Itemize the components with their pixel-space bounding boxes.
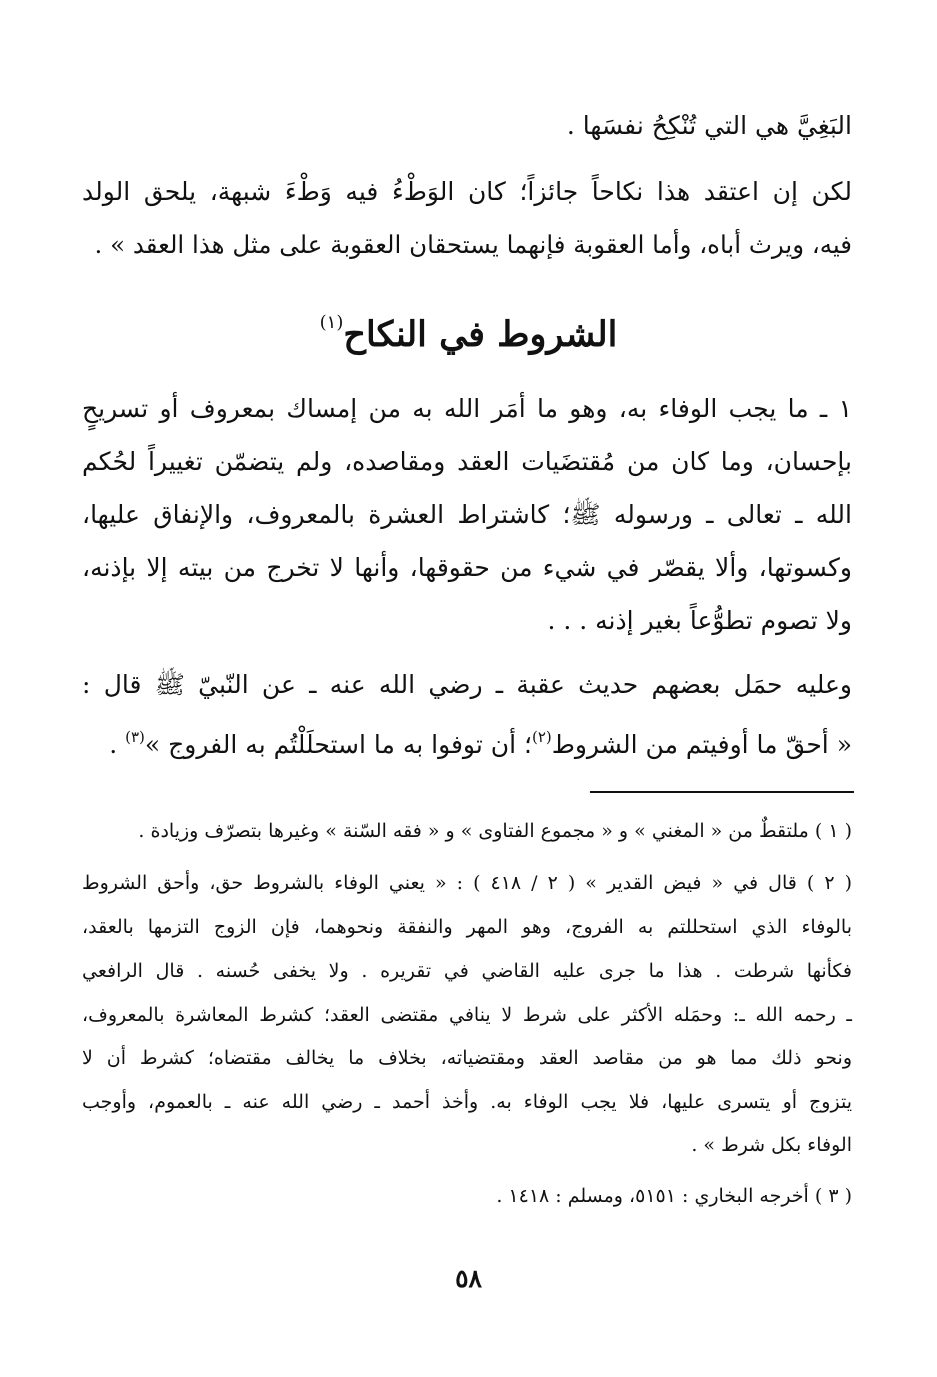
footnote-2-line-6: يتزوج أو يتسرى عليها، فلا يجب الوفاء به. وأخذ أحمد ـ رضي الله عنه ـ بالعموم، وأوجب xyxy=(82,1091,852,1113)
item-1-line-5: ولا تصوم تطوُّعاً بغير إذنه . . . xyxy=(547,606,852,635)
heading-footnote-ref: (١) xyxy=(319,312,344,333)
footnote-separator xyxy=(590,791,854,793)
hadith-line-2 xyxy=(82,717,852,765)
item-1-line-2: بإحسان، وما كان من مُقتضَيات العقد ومقاصده، ولم يتضمّن تغييراً لحُكم xyxy=(82,447,852,476)
footnote-2-line-7: الوفاء بكل شرط » . xyxy=(691,1134,852,1156)
footnote-2-line-4: ـ رحمه الله ـ: وحمَله الأكثر على شرط لا ينافي مقتضى العقد؛ كشرط المعاشرة بالمعروف، xyxy=(82,1004,852,1026)
footnote-2-line-2: بالوفاء الذي استحللتم به الفروج، وهو المهر والنفقة ونحوهما، فإن الزوج التزمها بالعقد، xyxy=(82,916,852,938)
footnote-ref-2: (٢) xyxy=(531,728,552,746)
footnote-2-line-1: ( ٢ ) قال في « فيض القدير » ( ٢ / ٤١٨ ) : « يعني الوفاء بالشروط حق، وأحق الشروط xyxy=(82,872,852,894)
hadith-quote-mid: ؛ أن توفوا به ما استحلَلْتُم به الفروج » xyxy=(144,730,532,759)
intro-line: البَغِيَّ هي التي تُنْكِحُ نفسَها . xyxy=(566,111,852,140)
belief-line-2: فيه، ويرث أباه، وأما العقوبة فإنهما يستحقان العقوبة على مثل هذا العقد » . xyxy=(94,230,852,259)
belief-line-1: لكن إن اعتقد هذا نكاحاً جائزاً؛ كان الوَطْءُ فيه وَطْءَ شبهة، يلحق الولد xyxy=(82,177,852,206)
footnote-1: ( ١ ) ملتقطٌ من « المغني » و « مجموع الفتاوى » و « فقه السّنة » وغيرها بتصرّف وزيادة . xyxy=(138,820,852,842)
section-heading xyxy=(0,298,937,360)
item-1-line-3: الله ـ تعالى ـ ورسوله ﷺ؛ كاشتراط العشرة بالمعروف، والإنفاق عليها، xyxy=(82,500,852,529)
footnote-3: ( ٣ ) أخرجه البخاري : ٥١٥١، ومسلم : ١٤١٨ . xyxy=(496,1185,852,1207)
hadith-quote-end: . xyxy=(109,730,126,759)
item-1-line-4: وكسوتها، وألا يقصّر في شيء من حقوقها، وأنها لا تخرج من بيته إلا بإذنه، xyxy=(82,553,852,582)
footnote-2-line-3: فكأنها شرطت . هذا ما جرى عليه القاضي في تقريره . ولا يخفى حُسنه . قال الرافعي xyxy=(82,960,852,982)
hadith-line-1: وعليه حمَل بعضهم حديث عقبة ـ رضي الله عنه ـ عن النّبيّ ﷺ قال : xyxy=(82,670,852,699)
footnote-2-line-5: ونحو ذلك مما هو من مقاصد العقد ومقتضياته، بخلاف ما يخالف مقتضاه؛ كشرط أن لا xyxy=(82,1047,852,1069)
page-number: ٥٨ xyxy=(455,1264,482,1293)
hadith-quote-start: « أحقّ ما أوفيتم من الشروط xyxy=(551,730,852,759)
item-1-line-1: ١ ـ ما يجب الوفاء به، وهو ما أمَر الله به من إمساك بمعروف أو تسريحٍ xyxy=(82,394,852,423)
section-heading-title: الشروط في النكاح xyxy=(343,314,618,355)
footnote-ref-3: (٣) xyxy=(125,728,145,746)
